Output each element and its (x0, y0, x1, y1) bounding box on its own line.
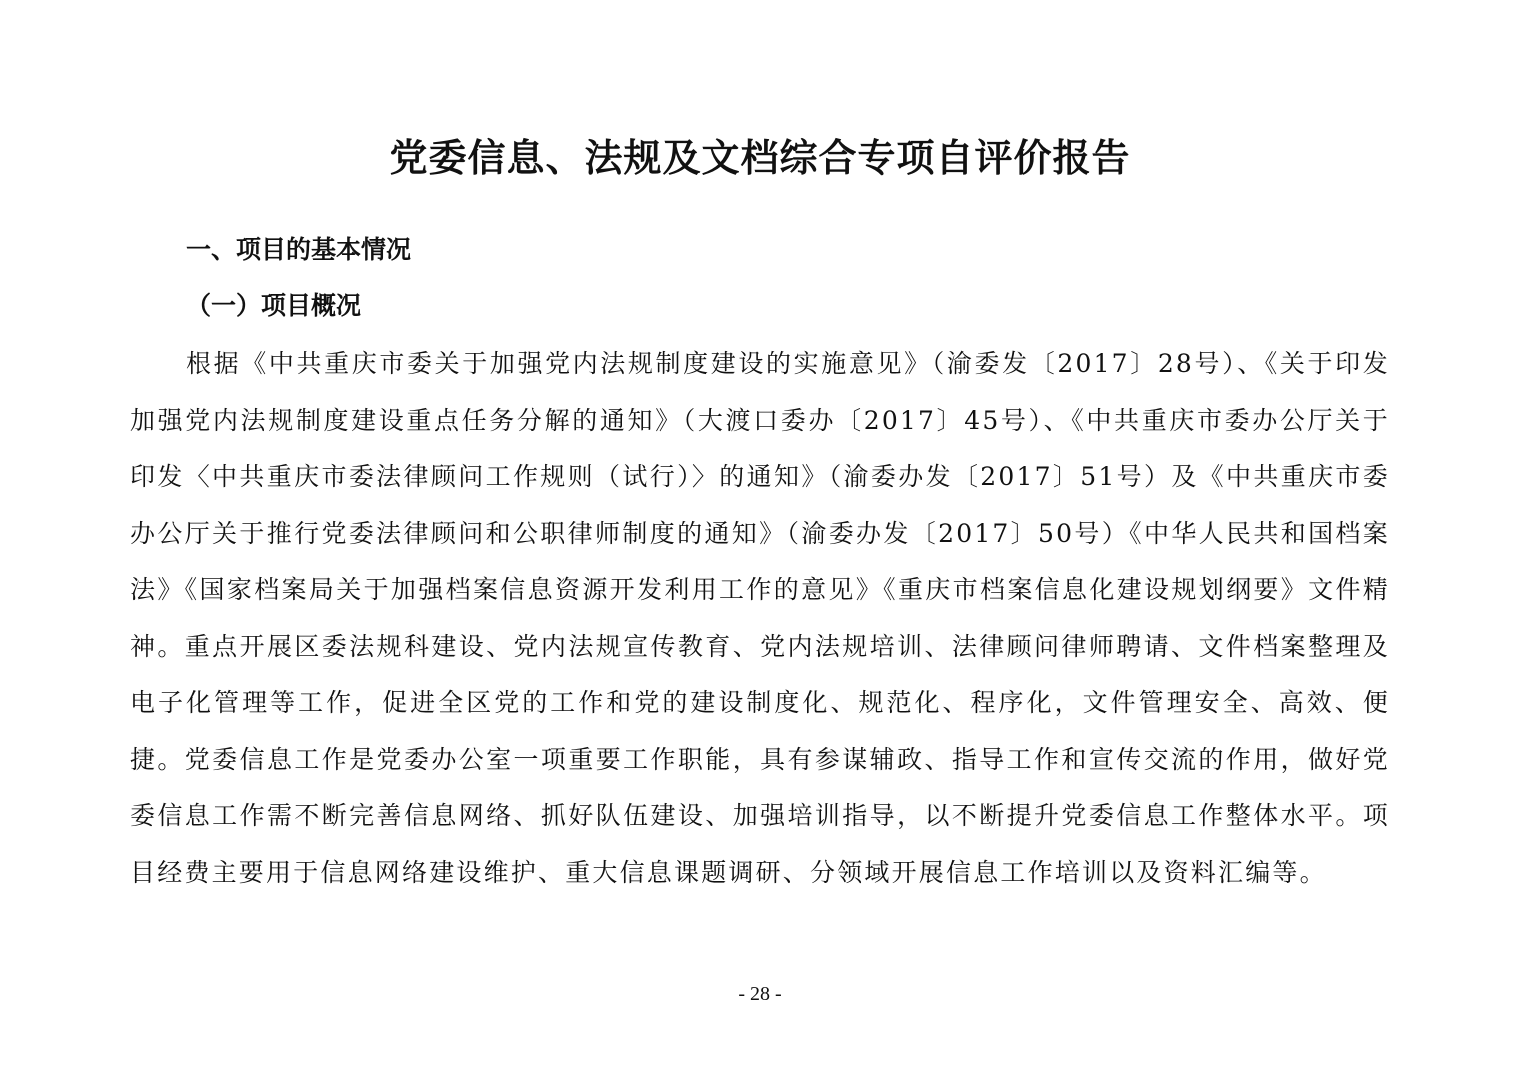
section-heading: 一、项目的基本情况 (186, 235, 412, 264)
document-title: 党委信息、法规及文档综合专项自评价报告 (389, 135, 1131, 180)
subsection-heading: （一）项目概况 (186, 291, 362, 320)
page-number: - 28 - (738, 983, 782, 1005)
body-paragraph: 根据《中共重庆市委关于加强党内法规制度建设的实施意见》（渝委发〔2017〕28号）、《关于印发加强党内法规制度建设重点任务分解的通知》（大渡口委办〔2017〕45号）、《中共重庆市委办公厅关于印发〈中共重庆市委法律顾问工作规则（试行）〉的通知》（渝委办发〔2017〕51号）及《中共重庆市委办公厅关于推行党委法律顾问和公职律师制度的通知》（渝委办发〔2017〕50号）《中华人民共和国档案法》《国家档案局关于加强档案信息资源开发利用工作的意见》《重庆市档案信息化建设规划纲要》文件精神。重点开展区委法规科建设、党内法规宣传教育、党内法规培训、法律顾问律师聘请、文件档案整理及电子化管理等工作，促进全区党的工作和党的建设制度化、规范化、程序化，文件管理安全、高效、便捷。党委信息工作是党委办公室一项重要工作职能，具有参谋辅政、指导工作和宣传交流的作用，做好党委信息工作需不断完善信息网络、抓好队伍建设、加强培训指导，以不断提升党委信息工作整体水平。项目经费主要用于信息网络建设维护、重大信息课题调研、分领域开展信息工作培训以及资料汇编等。 (130, 349, 1390, 887)
